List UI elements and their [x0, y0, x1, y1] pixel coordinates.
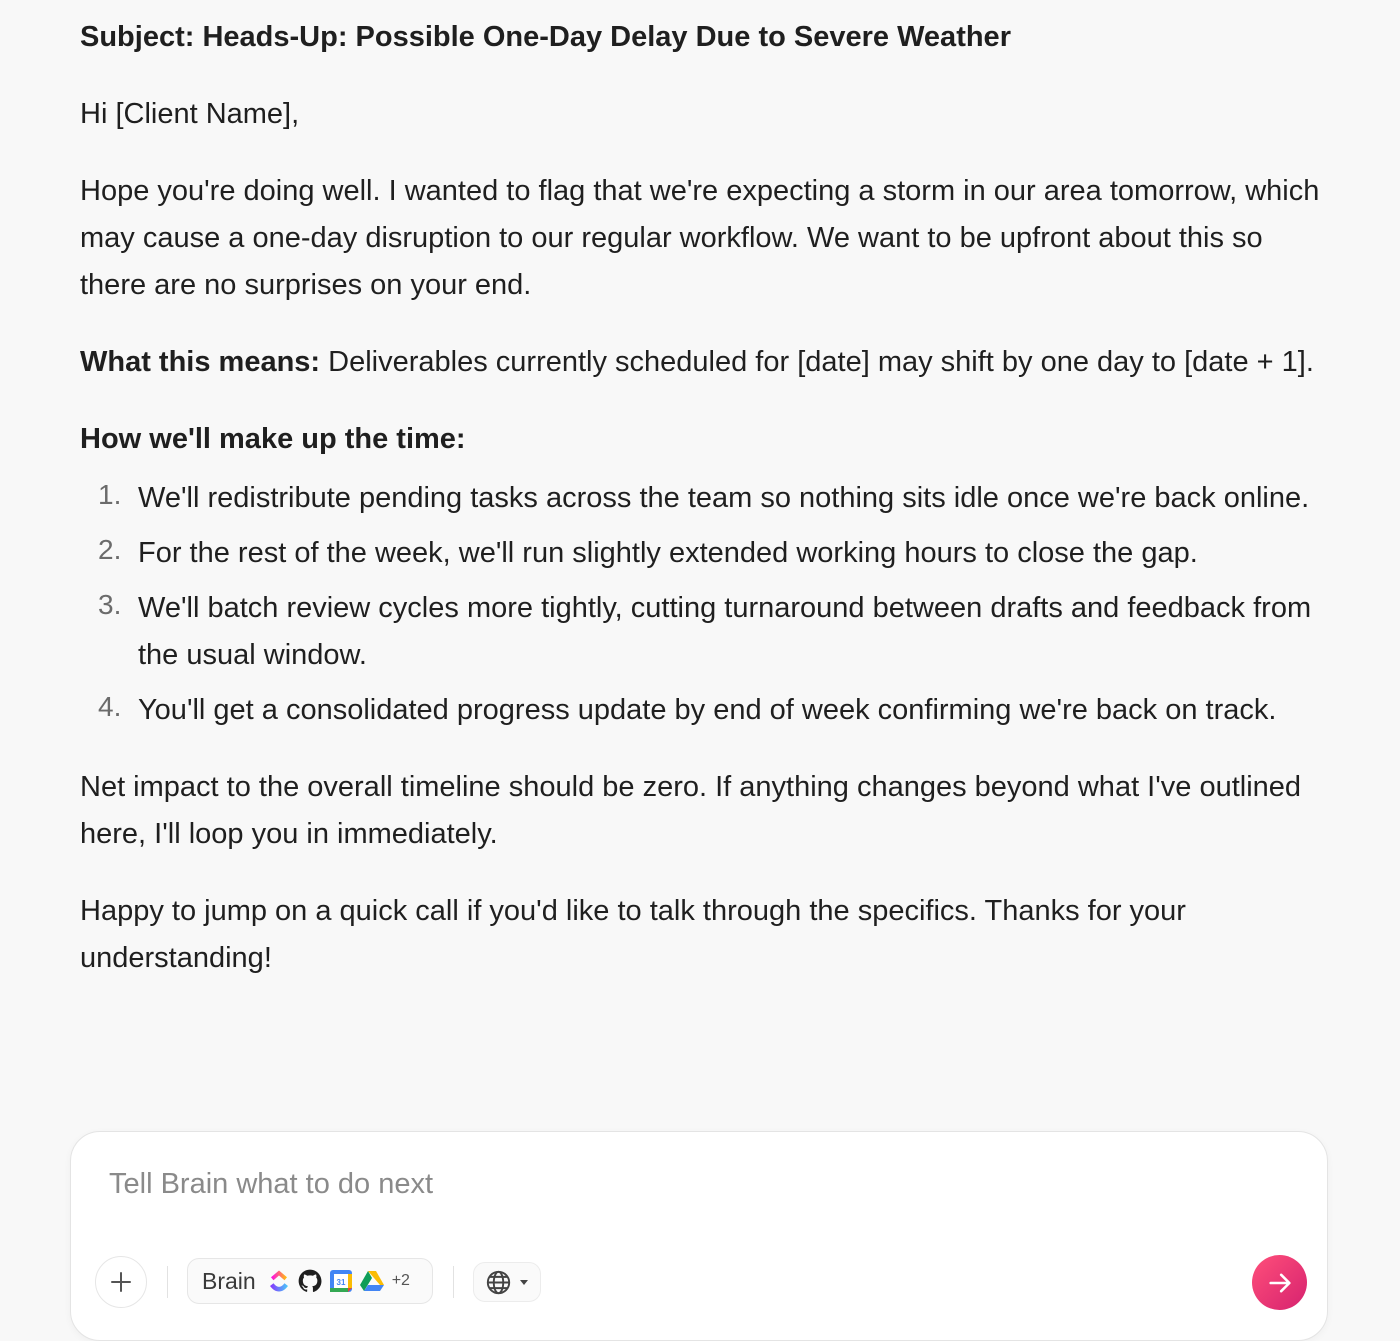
prompt-input[interactable] [109, 1162, 1289, 1206]
list-item-number: 2. [98, 534, 122, 565]
scroll-fade-overlay [0, 1060, 1400, 1135]
steps-heading: How we'll make up the time: [80, 423, 466, 455]
email-subject: Subject: Heads-Up: Possible One-Day Delay Due to Severe Weather [80, 21, 1011, 53]
google-drive-icon [359, 1268, 385, 1294]
brain-sources-button[interactable] [187, 1258, 433, 1304]
email-impact: Net impact to the overall timeline should be zero. If anything changes beyond what I've outlined here, I'll loop you in immediately. [80, 771, 1302, 850]
list-item-number: 4. [98, 691, 122, 722]
composer [70, 1131, 1328, 1341]
more-integrations-count: +2 [391, 1272, 410, 1289]
send-button[interactable] [1252, 1255, 1307, 1310]
plus-icon [109, 1270, 133, 1294]
svg-text:31: 31 [336, 1278, 346, 1287]
globe-icon [485, 1269, 512, 1296]
steps-list [80, 475, 1320, 734]
list-item-number: 3. [98, 589, 122, 620]
brain-label: Brain [202, 1267, 256, 1294]
list-item-number: 1. [98, 479, 122, 510]
list-item [80, 530, 1320, 577]
google-calendar-icon [328, 1268, 354, 1294]
email-closing: Happy to jump on a quick call if you'd like to talk through the specifics. Thanks for your understanding! [80, 895, 1186, 974]
list-item [80, 585, 1320, 679]
list-item-text: We'll batch review cycles more tightly, cutting turnaround between drafts and feedback from the usual window. [138, 592, 1312, 671]
what-this-means-label: What this means: [80, 346, 321, 378]
clickup-icon [266, 1268, 292, 1294]
arrow-right-icon [1266, 1269, 1294, 1297]
email-intro: Hope you're doing well. I wanted to flag that we're expecting a storm in our area tomorrow, which may cause a one-day disruption to our regular workflow. We want to be upfront about this so there are no surprises on your end. [80, 175, 1320, 301]
toolbar-divider [167, 1266, 168, 1298]
toolbar-divider [453, 1266, 454, 1298]
list-item [80, 475, 1320, 522]
what-this-means-text: Deliverables currently scheduled for [date] may shift by one day to [date + 1]. [320, 346, 1314, 378]
list-item-text: For the rest of the week, we'll run slightly extended working hours to close the gap. [138, 537, 1198, 569]
web-search-toggle[interactable] [473, 1262, 541, 1302]
caret-down-icon [518, 1276, 530, 1288]
list-item-text: We'll redistribute pending tasks across the team so nothing sits idle once we're back online. [138, 482, 1310, 514]
email-greeting: Hi [Client Name], [80, 98, 300, 130]
list-item [80, 687, 1320, 734]
assistant-message [80, 14, 1320, 1012]
email-what-this-means [80, 339, 1320, 386]
github-icon [297, 1268, 323, 1294]
list-item-text: You'll get a consolidated progress update by end of week confirming we're back on track. [138, 694, 1277, 726]
add-button[interactable] [95, 1256, 147, 1308]
